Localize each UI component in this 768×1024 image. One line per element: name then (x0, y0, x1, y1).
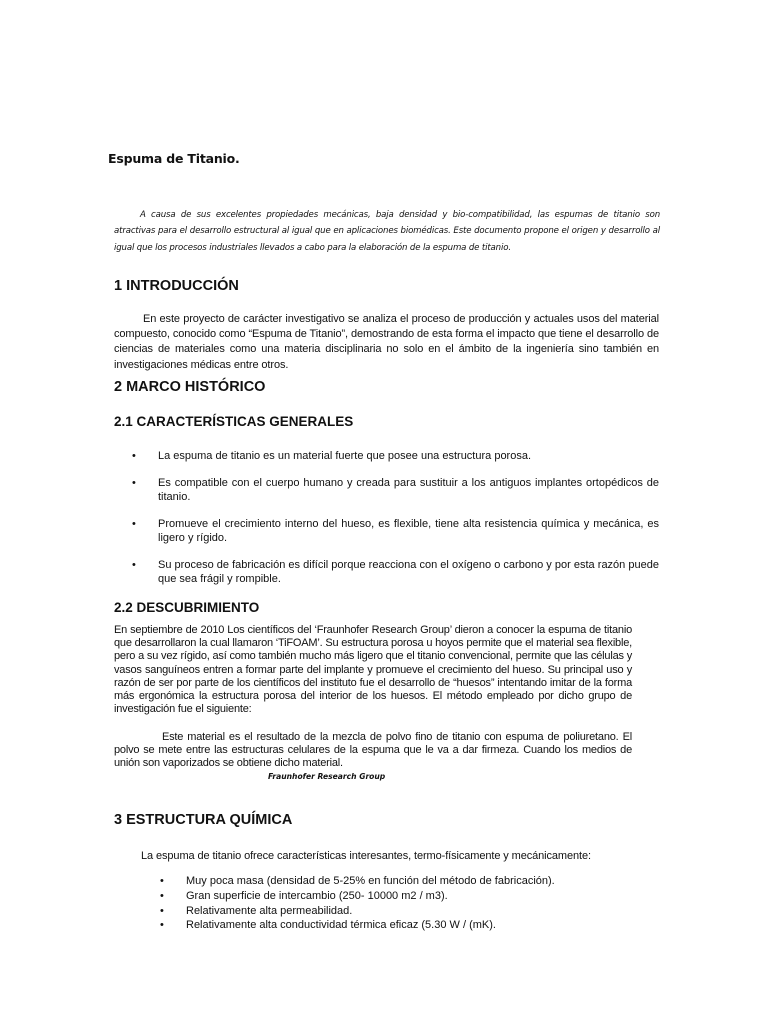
estructura-list (141, 874, 661, 933)
bullet-icon: • (132, 476, 136, 489)
bullet-icon: • (132, 517, 136, 530)
intro-text: En este proyecto de carácter investigativo se analiza el proceso de producción y actuales usos del material compuesto, conocido como “Espuma de Titanio”, demostrando de esta forma el impacto que tiene el desarrollo de ciencias de materiales como una materia disciplinaria no solo en el ámbito de la ingeniería sino también en investigaciones médicas entre otros. (114, 313, 659, 371)
list-item: • La espuma de titanio es un material fuerte que posee una estructura porosa. (132, 450, 532, 462)
quote-source: Fraunhofer Research Group (268, 772, 386, 781)
abstract-text: A causa de sus excelentes propiedades mecánicas, baja densidad y bio-compatibilidad, las espumas de titanio son atractivas para el desarrollo estructural al igual que en aplicaciones biomédicas. Este documento propone el origen y desarrollo al igual que los procesos industriales llevados a cabo para la elaboración de la espuma de titanio. (114, 210, 660, 253)
intro-paragraph (114, 312, 659, 373)
bullet-icon: • (160, 904, 164, 917)
list-item: • Su proceso de fabricación es difícil porque reacciona con el oxígeno o carbono y por esta razón puede que sea frágil y rompible. (132, 558, 659, 585)
bullet-icon: • (132, 450, 136, 462)
list-item: • Relativamente alta permeabilidad. (160, 904, 353, 917)
subsection-heading-caracteristicas: 2.1 CARACTERÍSTICAS GENERALES (114, 414, 354, 429)
list-item: • Relativamente alta conductividad térmica eficaz (5.30 W / (mK). (160, 919, 496, 932)
estructura-paragraph: La espuma de titanio ofrece características interesantes, termo-físicamente y mecánicamente: (141, 850, 591, 862)
bullet-icon: • (160, 919, 164, 932)
abstract (114, 207, 660, 256)
list-item: • Promueve el crecimiento interno del hueso, es flexible, tiene alta resistencia química y mecánica, es ligero y rígido. (132, 517, 659, 544)
list-item: • Gran superficie de intercambio (250- 10000 m2 / m3). (160, 889, 448, 902)
section-heading-marco-historico: 2 MARCO HISTÓRICO (114, 379, 266, 395)
quote-paragraph (114, 731, 632, 771)
section-heading-estructura-quimica: 3 ESTRUCTURA QUÍMICA (114, 812, 293, 828)
descubrimiento-paragraph: En septiembre de 2010 Los científicos del ‘Fraunhofer Research Group’ dieron a conocer la espuma de titanio que desarrollaron la cual llamaron ‘TiFOAM’. Su estructura porosa u hoyos permite que el material sea flexible, pero a su vez rígido, así como también mucho más ligero que el titanio convencional, permite que las células y vasos sanguíneos entren a formar parte del implante y promueve el crecimiento del hueso. Su principal uso y razón de ser por parte de los científicos del instituto fue el desarrollo de “huesos” intentando imitar de la forma más ergonómica la estructura porosa del interior de los huesos. El método empleado por dicho grupo de investigación fue el siguiente: (114, 624, 632, 716)
list-item: • Es compatible con el cuerpo humano y creada para sustituir a los antiguos implantes ortopédicos de titanio. (132, 476, 659, 503)
caracteristicas-list (114, 449, 659, 587)
quote-text: Este material es el resultado de la mezcla de polvo fino de titanio con espuma de poliuretano. El polvo se mete entre las estructuras celulares de la espuma que le va a dar firmeza. Cuando los medios de unión son vaporizados se obtiene dicho material. (114, 731, 632, 770)
list-item: • Muy poca masa (densidad de 5-25% en función del método de fabricación). (160, 875, 555, 887)
bullet-icon: • (160, 889, 164, 902)
section-heading-introduccion: 1 INTRODUCCIÓN (114, 278, 239, 294)
bullet-icon: • (160, 875, 164, 887)
document-title: Espuma de Titanio. (108, 151, 240, 166)
subsection-heading-descubrimiento: 2.2 DESCUBRIMIENTO (114, 600, 260, 615)
bullet-icon: • (132, 558, 136, 571)
